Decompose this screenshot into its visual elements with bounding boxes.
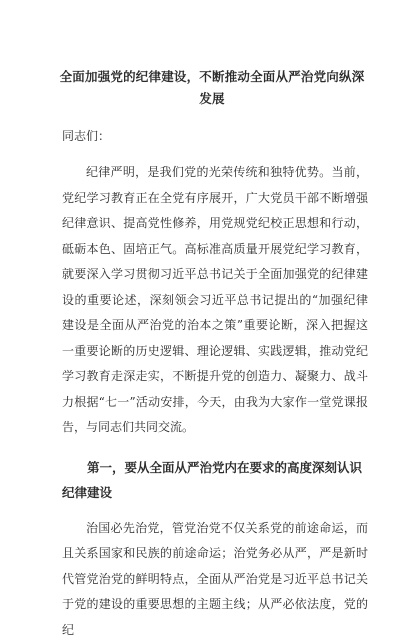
paragraph-intro: 纪律严明，是我们党的光荣传统和独特优势。当前，党纪学习教育正在全党有序展开，广大党员干部不断增强纪律意识、提高党性修养，用党规党纪校正思想和行动，砥砺本色、固培正气。高标准高质量开展党纪学习教育，就要深入学习贯彻习近平总书记关于全面加强党的纪律建设的重要论述，深刻领会习近平总书记提出的“加强纪律建设是全面从严治党的治本之策”重要论断，深入把握这一重要论断的历史逻辑、理论逻辑、实践逻辑，推动党纪学习教育走深走实，不断提升党的创造力、凝聚力、战斗力根据“七一”活动安排，今天，由我为大家作一堂党课报告，与同志们共同交流。 <box>62 160 368 441</box>
section-heading-1: 第一，要从全面从严治党内在要求的高度深刻认识纪律建设 <box>62 455 368 506</box>
paragraph-section-1: 治国必先治党，管党治党不仅关系党的前途命运，而且关系国家和民族的前途命运；治党务必从严，严是新时代管党治党的鲜明特点，全面从严治党是习近平总书记关于党的建设的重要思想的主题主线；从严必依法度，党的纪 <box>62 516 368 643</box>
document-title: 全面加强党的纪律建设，不断推动全面从严治党向纵深发展 <box>56 66 368 110</box>
salutation: 同志们： <box>62 126 368 146</box>
